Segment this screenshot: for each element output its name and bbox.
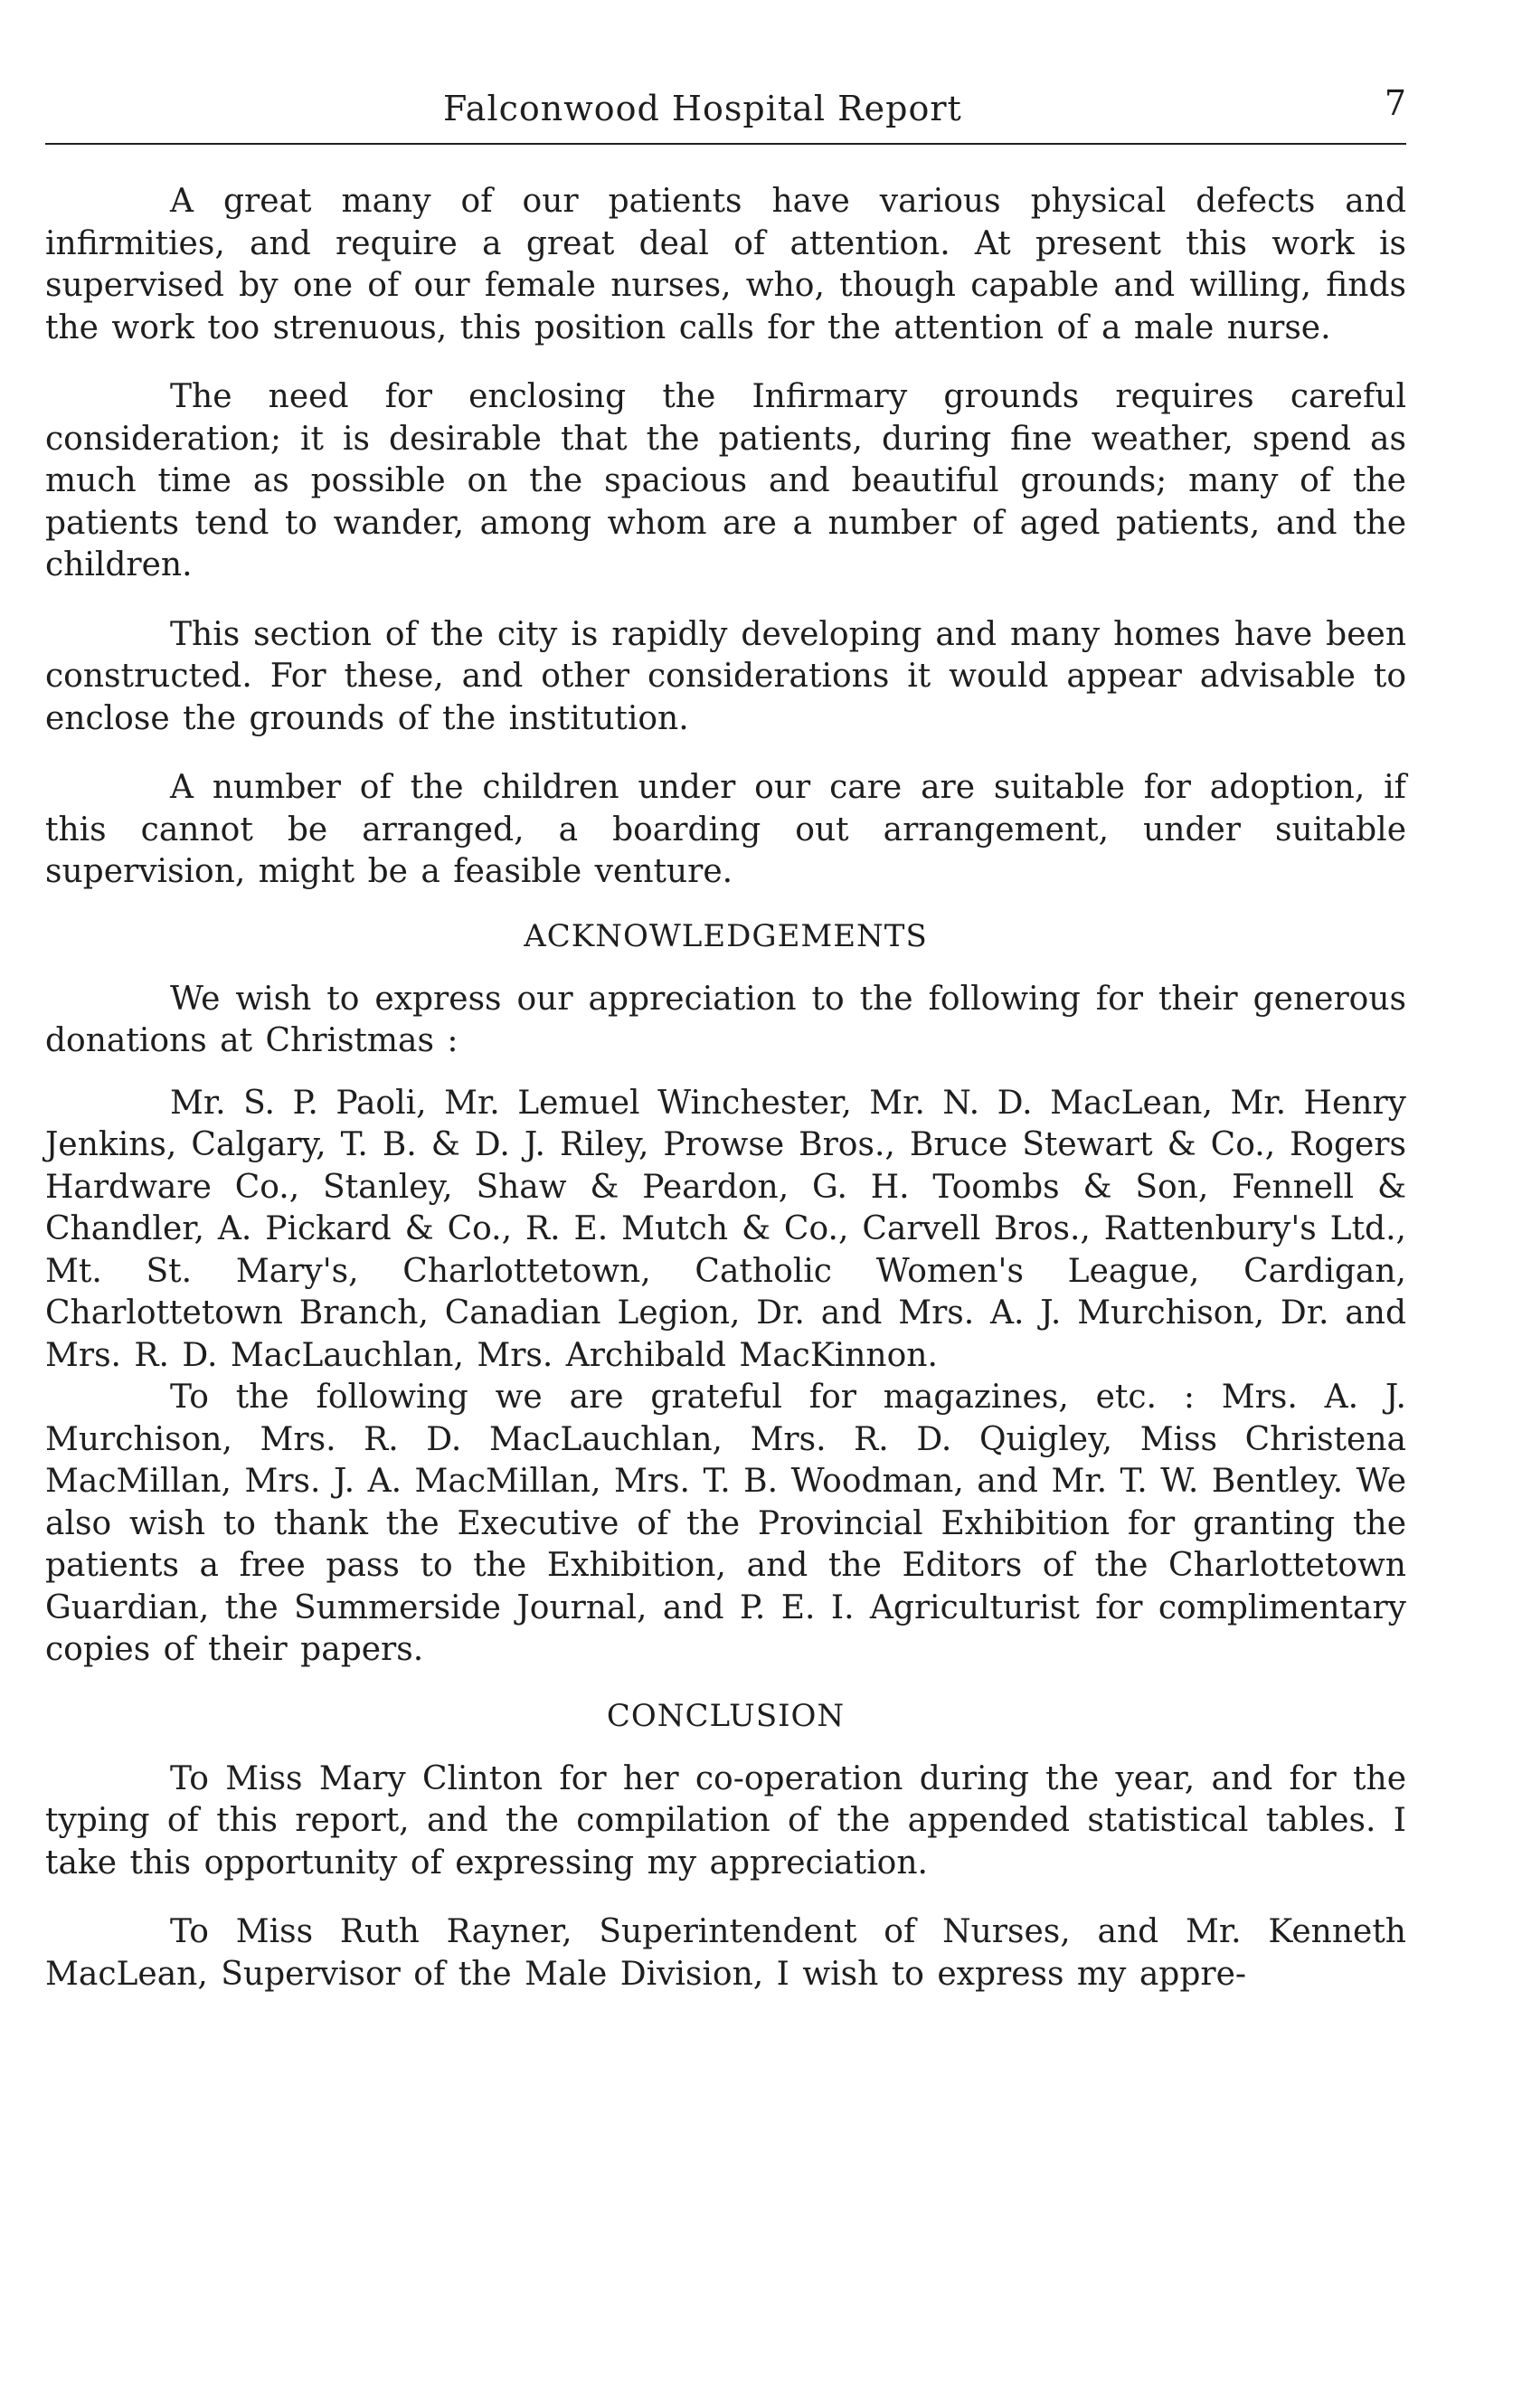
paragraph-city-development: This section of the city is rapidly developing and many homes have been constructed. For these, and other considerations it would appear advisable to enclose the grounds of the institution. [45, 615, 1406, 737]
acknowledgements-heading: ACKNOWLEDGEMENTS [524, 917, 928, 954]
page-number: 7 [1384, 83, 1406, 123]
body-text [45, 181, 1406, 1996]
paragraph-physical-defects: A great many of our patients have various physical defects and infirmities, and require a great deal of attention. At present this work is supervised by one of our female nurses, who, though capable and willing, finds the work too strenuous, this position calls for the attention of a male nurse. [45, 183, 1406, 346]
conclusion-heading: CONCLUSION [606, 1697, 846, 1734]
conclusion-paragraph-rayner: To Miss Ruth Rayner, Superintendent of Nurses, and Mr. Kenneth MacLean, Supervisor of the Male Division, I wish to express my appre- [45, 1913, 1406, 1993]
acknowledgements-magazines: To the following we are grateful for magazines, etc. : Mrs. A. J. Murchison, Mrs. R. D. MacLauchlan, Mrs. R. D. Quigley, Miss Christena MacMillan, Mrs. J. A. MacMillan, Mrs. T. B. Woodman, and Mr. T. W. Bentley. We also wish to thank the Executive of the Provincial Exhibition for granting the patients a free pass to the Exhibition, and the Editors of the Charlottetown Guardian, the Summerside Journal, and P. E. I. Agriculturist for complimentary copies of their papers. [45, 1379, 1406, 1668]
conclusion-paragraph-clinton: To Miss Mary Clinton for her co-operation during the year, and for the typing of this report, and the compilation of the appended statistical tables. I take this opportunity of expressing my appreciation. [45, 1759, 1406, 1882]
acknowledgements-intro: We wish to express our appreciation to the following for their generous donations at Christmas : [45, 980, 1406, 1059]
paragraph-infirmary-grounds: The need for enclosing the Infirmary grounds requires careful consideration; it is desirable that the patients, during fine weather, spend as much time as possible on the spacious and beautiful grounds; many of the patients tend to wander, among whom are a number of aged patients, and the children. [45, 378, 1406, 583]
acknowledgements-donors: Mr. S. P. Paoli, Mr. Lemuel Winchester, Mr. N. D. MacLean, Mr. Henry Jenkins, Calgary, T. B. & D. J. Riley, Prowse Bros., Bruce Stewart & Co., Rogers Hardware Co., Stanley, Shaw & Peardon, G. H. Toombs & Son, Fennell & Chandler, A. Pickard & Co., R. E. Mutch & Co., Carvell Bros., Rattenbury's Ltd., Mt. St. Mary's, Charlottetown, Catholic Women's League, Cardigan, Charlottetown Branch, Canadian Legion, Dr. and Mrs. A. J. Murchison, Dr. and Mrs. R. D. MacLauchlan, Mrs. Archibald MacKinnon. [45, 1084, 1406, 1374]
running-title: Falconwood Hospital Report [443, 89, 962, 128]
paragraph-adoption: A number of the children under our care are suitable for adoption, if this cannot be arranged, a boarding out arrangement, under suitable supervision, might be a feasible venture. [45, 769, 1406, 890]
header-rule [45, 143, 1406, 145]
running-head [45, 83, 1406, 137]
report-page [45, 0, 1406, 2408]
